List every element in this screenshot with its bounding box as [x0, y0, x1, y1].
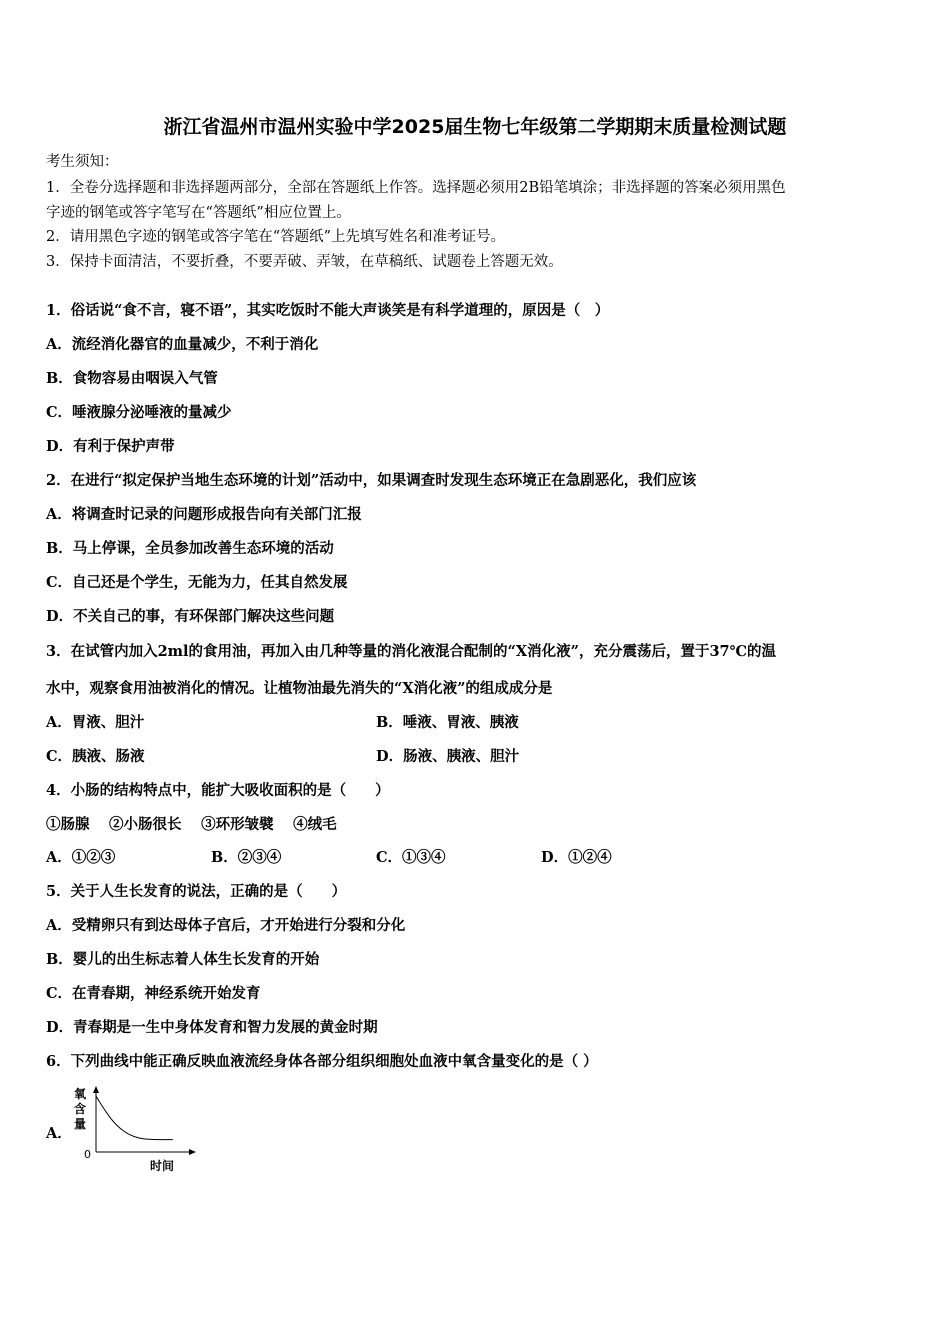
notice-item-3: 3．保持卡面清洁，不要折叠，不要弄破、弄皱，在草稿纸、试题卷上答题无效。: [46, 254, 563, 270]
q2-option-d: D．不关自己的事，有环保部门解决这些问题: [46, 608, 335, 625]
notice-heading: 考生须知：: [46, 154, 119, 170]
q4-option-b: B．②③④: [211, 849, 282, 866]
notice-item-2: 2．请用黑色字迹的钢笔或答字笔在“答题纸”上先填写姓名和准考证号。: [46, 229, 506, 245]
page-title: 浙江省温州市温州实验中学2025届生物七年级第二学期期末质量检测试题: [163, 116, 787, 138]
oxygen-curve-chart: [70, 1084, 210, 1174]
q1-stem: 1．俗话说“食不言，寝不语”，其实吃饭时不能大声谈笑是有科学道理的，原因是（ ）: [46, 302, 610, 319]
q1-option-b: B．食物容易由咽误入气管: [46, 370, 218, 387]
q5-option-c: C．在青春期，神经系统开始发育: [46, 985, 261, 1002]
chart-origin-label: 0: [84, 1148, 91, 1161]
chart-ylabel: [74, 1086, 87, 1131]
chart-ylabel-char: 含: [74, 1102, 87, 1116]
q3-stem-line2: 水中，观察食用油被消化的情况。让植物油最先消失的“X消化液”的组成成分是: [46, 680, 553, 697]
q6-option-a-label: A．: [46, 1125, 72, 1142]
q3-option-d: D．肠液、胰液、胆汁: [376, 748, 520, 765]
q1-option-d: D．有利于保护声带: [46, 438, 175, 455]
chart-ylabel-char: 量: [74, 1117, 87, 1131]
chart-ylabel-char: 氧: [74, 1087, 87, 1101]
q4-option-d: D．①②④: [541, 849, 612, 866]
q4-option-c: C．①③④: [376, 849, 446, 866]
oxygen-curve-line: [96, 1096, 173, 1139]
q3-option-c: C．胰液、肠液: [46, 748, 145, 765]
notice-item-1-cont: 字迹的钢笔或答字笔写在“答题纸”相应位置上。: [46, 205, 351, 221]
y-axis-arrow: [93, 1086, 99, 1093]
q5-option-a: A．受精卵只有到达母体子宫后，才开始进行分裂和分化: [46, 917, 406, 934]
q4-option-a: A．①②③: [46, 849, 116, 866]
q5-option-b: B．婴儿的出生标志着人体生长发育的开始: [46, 951, 320, 968]
q5-stem: 5．关于人生长发育的说法，正确的是（ ）: [46, 883, 347, 900]
q5-option-d: D．青春期是一生中身体发育和智力发展的黄金时期: [46, 1019, 378, 1036]
notice-item-1: 1．全卷分选择题和非选择题两部分，全部在答题纸上作答。选择题必须用2B铅笔填涂；非选择题的答案必须用黑色: [46, 180, 786, 196]
q2-option-b: B．马上停课，全员参加改善生态环境的活动: [46, 540, 334, 557]
q4-stem: 4．小肠的结构特点中，能扩大吸收面积的是（ ）: [46, 782, 390, 799]
q3-option-b: B．唾液、胃液、胰液: [376, 714, 519, 731]
x-axis-arrow: [189, 1149, 196, 1155]
q6-stem: 6．下列曲线中能正确反映血液流经身体各部分组织细胞处血液中氧含量变化的是（ ）: [46, 1053, 598, 1070]
q2-option-a: A．将调查时记录的问题形成报告向有关部门汇报: [46, 506, 362, 523]
q4-items: ①肠腺 ②小肠很长 ③环形皱襞 ④绒毛: [46, 816, 337, 833]
q3-stem-line1: 3．在试管内加入2ml的食用油，再加入由几种等量的消化液混合配制的“X消化液”，充分震荡后，置于37℃的温: [46, 643, 777, 660]
q3-option-a: A．胃液、胆汁: [46, 714, 145, 731]
q1-option-a: A．流经消化器官的血量减少，不利于消化: [46, 336, 319, 353]
q1-option-c: C．唾液腺分泌唾液的量减少: [46, 404, 232, 421]
q2-stem: 2．在进行“拟定保护当地生态环境的计划”活动中，如果调查时发现生态环境正在急剧恶化，我们应该: [46, 472, 697, 489]
q2-option-c: C．自己还是个学生，无能为力，任其自然发展: [46, 574, 348, 591]
chart-xlabel: 时间: [150, 1159, 175, 1173]
